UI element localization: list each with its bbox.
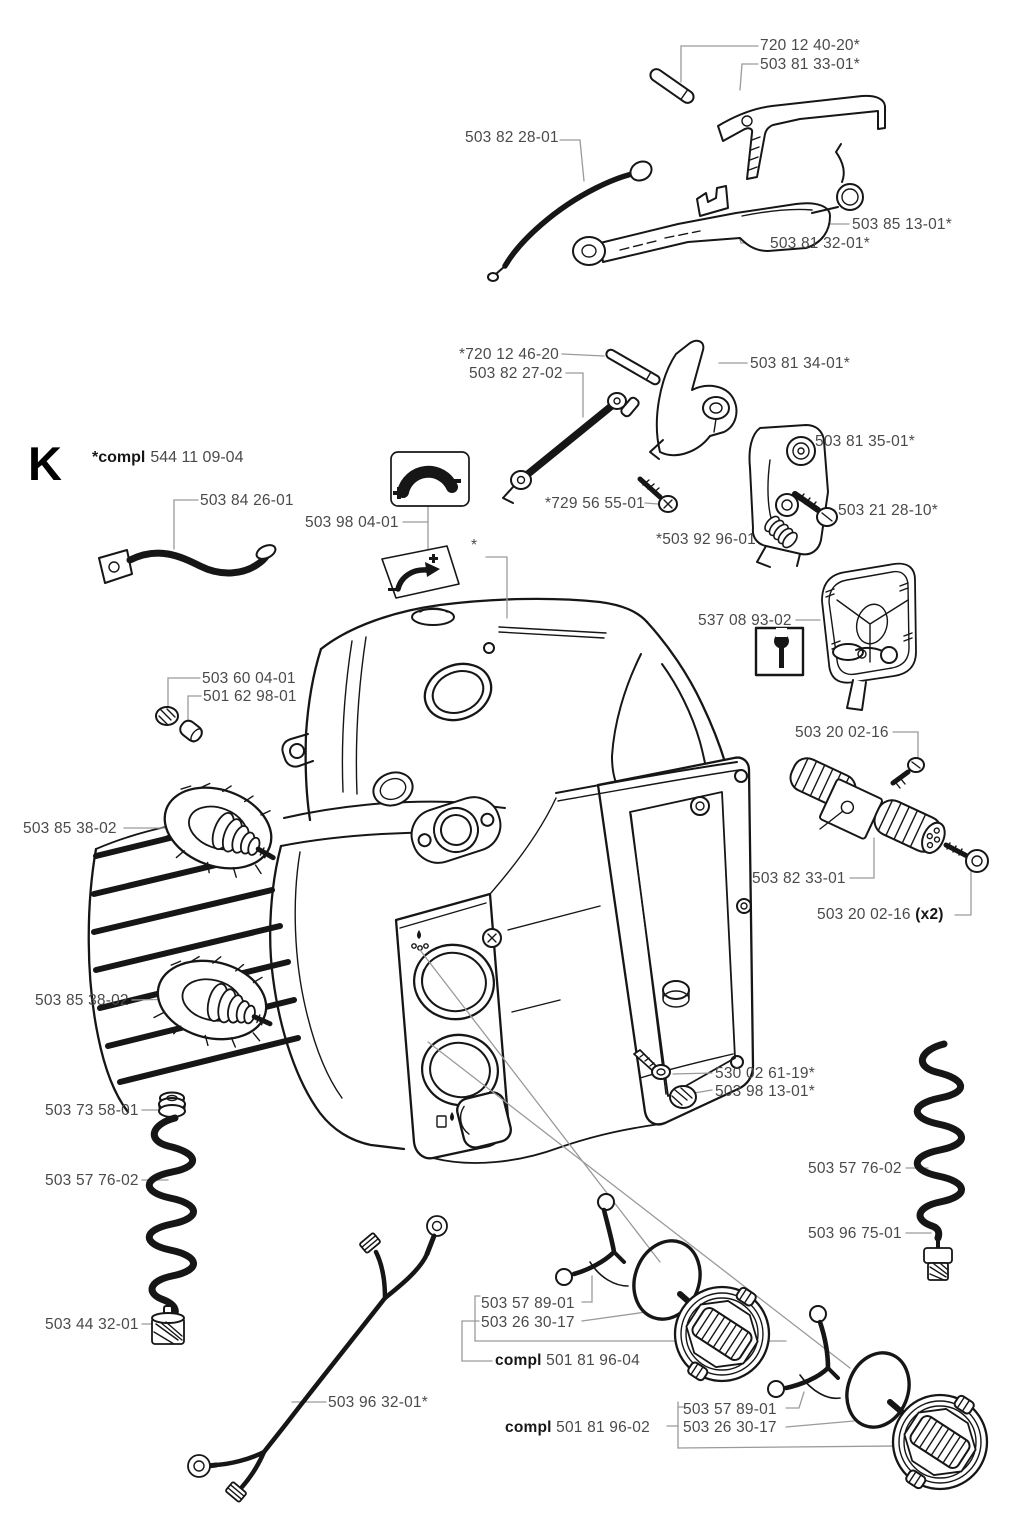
part-503-57-76-02-right: 503 57 76-02 [808, 1160, 902, 1177]
part-503-81-33-01: 503 81 33-01* [760, 56, 860, 73]
part-503-21-28-10: 503 21 28-10* [838, 502, 938, 519]
wire-harness-drawing [188, 1216, 447, 1502]
part-503-81-32-01: 503 81 32-01* [770, 235, 870, 252]
plug-cap-drawing [670, 1086, 696, 1108]
part-503-85-38-02-a: 503 85 38-02 [23, 820, 117, 837]
part-503-82-27-02: 503 82 27-02 [469, 365, 563, 382]
part-501-81-96-04: compl 501 81 96-04 [495, 1352, 640, 1369]
part-503-57-89-01-a: 503 57 89-01 [481, 1295, 575, 1312]
sleeve-6298-drawing [177, 718, 204, 744]
throttle-pin-drawing [648, 67, 696, 106]
screw-729-drawing [640, 479, 677, 512]
choke-lever-drawing [650, 341, 736, 459]
part-503-73-58-01: 503 73 58-01 [45, 1102, 139, 1119]
choke-rod-drawing [605, 348, 661, 386]
assembly-number: 544 11 09-04 [150, 449, 244, 466]
fuel-cap-assembly-right [768, 1306, 996, 1503]
asterisk-marker: * [471, 537, 478, 554]
part-501-62-98-01: 501 62 98-01 [203, 688, 297, 705]
assembly-number-label [92, 449, 243, 467]
part-503-26-30-17-a: 503 26 30-17 [481, 1314, 575, 1331]
part-503-57-89-01-b: 503 57 89-01 [683, 1401, 777, 1418]
part-503-85-38-02-b: 503 85 38-02 [35, 992, 129, 1009]
part-729-56-55-01: *729 56 55-01 [545, 495, 645, 512]
part-501-81-96-02: compl 501 81 96-02 [505, 1419, 650, 1436]
throttle-lever-drawing [573, 186, 830, 265]
part-503-20-02-16-x2: 503 20 02-16 (x2) [817, 906, 944, 923]
part-503-96-32-01: 503 96 32-01* [328, 1394, 428, 1411]
part-503-82-28-01: 503 82 28-01 [465, 129, 559, 146]
part-503-60-04-01: 503 60 04-01 [202, 670, 296, 687]
part-503-96-75-01: 503 96 75-01 [808, 1225, 902, 1242]
part-503-85-13-01: 503 85 13-01* [852, 216, 952, 233]
part-537-08-93-02: 537 08 93-02 [698, 612, 792, 629]
part-503-26-30-17-b: 503 26 30-17 [683, 1419, 777, 1436]
part-720-12-40-20: 720 12 40-20* [760, 37, 860, 54]
part-503-44-32-01: 503 44 32-01 [45, 1316, 139, 1333]
fuel-hose-right-drawing [917, 1044, 961, 1238]
part-530-02-61-19: 530 02 61-19* [715, 1065, 815, 1082]
fuel-filter-right-drawing [924, 1238, 952, 1280]
grommet-lower-drawing [148, 944, 283, 1059]
part-503-98-13-01: 503 98 13-01* [715, 1083, 815, 1100]
part-503-82-33-01: 503 82 33-01 [752, 870, 846, 887]
crankcase-body-drawing [89, 599, 753, 1163]
assembly-compl-flag: *compl [92, 449, 146, 466]
fuel-hose-left-drawing [149, 1118, 193, 1318]
section-letter: K [28, 437, 62, 490]
throttle-wire-drawing [488, 158, 655, 281]
cover-plate-drawing [822, 564, 916, 710]
return-spring-drawing [812, 144, 863, 213]
part-503-81-34-01: 503 81 34-01* [750, 355, 850, 372]
part-503-20-02-16: 503 20 02-16 [795, 724, 889, 741]
fuel-filter-left-drawing [152, 1306, 184, 1344]
part-503-81-35-01: 503 81 35-01* [815, 433, 915, 450]
grommet-7358-drawing [159, 1093, 185, 1118]
link-rod-drawing [503, 393, 640, 503]
wrench-icon [756, 628, 803, 675]
part-720-12-46-20: *720 12 46-20 [459, 346, 559, 363]
cap-6004-drawing [156, 707, 178, 725]
part-503-92-96-01: *503 92 96-01 [656, 531, 756, 548]
part-503-84-26-01: 503 84 26-01 [200, 492, 294, 509]
ground-wire-drawing [99, 542, 278, 583]
part-503-98-04-01: 503 98 04-01 [305, 514, 399, 531]
part-503-57-76-02-left: 503 57 76-02 [45, 1172, 139, 1189]
choke-plate-drawing [718, 96, 885, 179]
av-mount-drawing [786, 754, 988, 872]
choke-plus-minus-decal [391, 452, 469, 506]
start-instruction-decal [382, 546, 459, 598]
